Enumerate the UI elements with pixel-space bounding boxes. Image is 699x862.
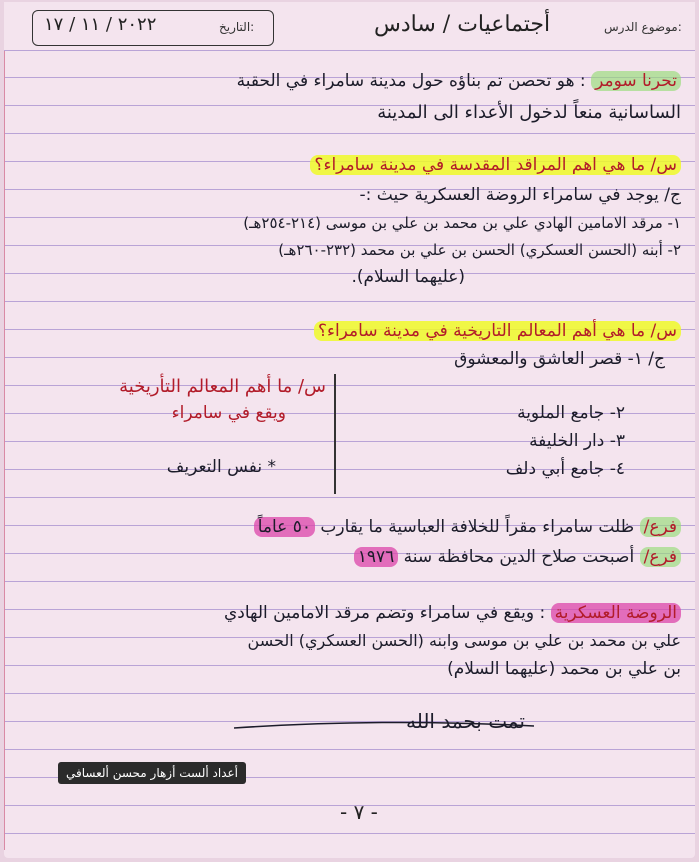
fact-2-text: أصبحت صلاح الدين محافظة سنة — [403, 547, 635, 567]
intro-label: تحرنا سومر — [591, 71, 681, 91]
closing-text: تمت بحمد الله — [405, 709, 525, 733]
side-title-2: ويقع في سامراء — [171, 403, 286, 423]
question-1-text: س/ ما هي اهم المراقد المقدسة في مدينة سامراء؟ — [310, 155, 681, 175]
rawda-text-1: : ويقع في سامراء وتضم مرقد الامامين الهادي — [223, 603, 546, 623]
rawda-text-2: علي بن محمد بن علي بن موسى وابنه (الحسن العسكري) الحسن — [247, 631, 681, 650]
date-value: ٢٠٢٢ / ١١ / ١٧ — [44, 14, 157, 35]
subject-label: موضوع الدرس: — [604, 20, 682, 34]
column-divider — [334, 374, 336, 494]
side-title: س/ ما أهم المعالم التأريخية — [119, 376, 326, 397]
closing-underline — [234, 714, 534, 734]
question-1 — [310, 154, 681, 176]
subject-value: أجتماعيات / سادس — [374, 12, 551, 37]
answer-1-item-2b: (عليهما السلام). — [351, 267, 465, 287]
fact-1-text: ظلت سامراء مقراً للخلافة العباسية ما يقارب — [320, 517, 635, 537]
margin-line — [4, 50, 5, 850]
fact-2-label: فرع/ — [640, 547, 681, 567]
fact-1 — [254, 516, 681, 538]
page-header — [4, 2, 695, 51]
question-2-text: س/ ما هي أهم المعالم التاريخية في مدينة سامراء؟ — [314, 321, 681, 341]
answer-2-item-3: ٣- دار الخليفة — [529, 431, 625, 451]
rawda-line-1 — [224, 602, 681, 624]
answer-2-item-1: ج/ ١- قصر العاشق والمعشوق — [454, 349, 665, 369]
answer-1-item-2: ٢- أبنه (الحسن العسكري) الحسن بن علي بن محمد (٢٣٢-٢٦٠هـ) — [278, 241, 681, 259]
rawda-label: الروضة العسكرية — [551, 603, 681, 623]
answer-2-item-4: ٤- جامع أبي دلف — [505, 459, 625, 479]
question-2 — [314, 320, 681, 342]
intro-text-2: الساسانية منعاً لدخول الأعداء الى المدينة — [377, 102, 681, 123]
answer-2-item-2: ٢- جامع الملوية — [517, 403, 625, 423]
answer-1-item-1: ١- مرقد الامامين الهادي علي بن محمد بن علي بن موسى (٢١٤-٢٥٤هـ) — [243, 214, 681, 232]
author-credit: أعداد ألست أزهار محسن ألعسافي — [58, 762, 246, 784]
answer-1-intro: ج/ يوجد في سامراء الروضة العسكرية حيث :- — [359, 185, 681, 205]
page-number: - ٧ - — [340, 800, 378, 824]
fact-1-value: ٥٠ عاماً — [254, 517, 315, 537]
date-label: التاريخ: — [219, 20, 255, 34]
intro-line-1 — [237, 70, 681, 92]
rawda-text-3: بن علي بن محمد (عليهما السلام) — [447, 659, 681, 679]
fact-1-label: فرع/ — [640, 517, 681, 537]
notebook-page — [4, 2, 695, 858]
fact-2 — [354, 546, 681, 568]
fact-2-value: ١٩٧٦ — [354, 547, 399, 567]
side-note: * نفس التعريف — [166, 457, 276, 477]
intro-text-1: : هو تحصن تم بناؤه حول مدينة سامراء في الحقبة — [236, 71, 586, 91]
